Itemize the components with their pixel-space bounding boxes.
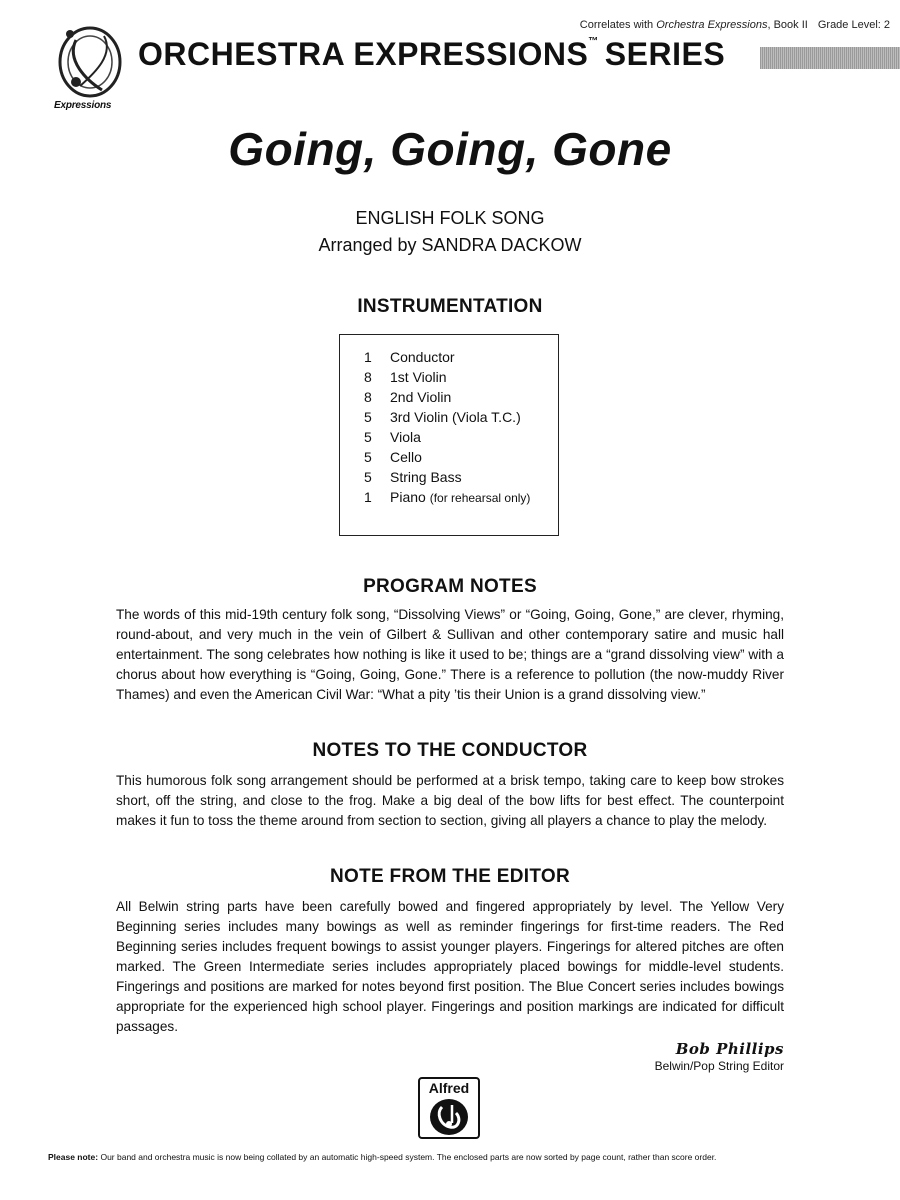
- orchestra-expressions-logo: [46, 20, 128, 112]
- correlates-info: [580, 19, 890, 31]
- piano-rehearsal-note: (for rehearsal only): [429, 491, 531, 505]
- editor-notes-heading: NOTE FROM THE EDITOR: [330, 866, 570, 887]
- alfred-emblem-icon: [430, 1099, 468, 1135]
- correlates-book-suffix: , Book II: [767, 19, 808, 31]
- instrument-qty: 5: [364, 409, 372, 425]
- instrument-name: 2nd Violin: [390, 389, 452, 405]
- series-word: SERIES: [604, 36, 726, 72]
- logo-wordmark: Expressions: [54, 100, 112, 111]
- instrument-qty: 5: [364, 429, 372, 445]
- piece-arranger: Arranged by SANDRA DACKOW: [318, 235, 582, 255]
- series-decor-bar: [760, 47, 900, 69]
- trademark-symbol: ™: [588, 36, 599, 47]
- conductor-notes-heading: NOTES TO THE CONDUCTOR: [312, 740, 588, 761]
- instrument-name: 1st Violin: [390, 369, 447, 385]
- instrument-qty: 5: [364, 469, 372, 485]
- conductor-notes-text: This humorous folk song arrangement should be performed at a brisk tempo, taking care to keep bow strokes short, off the string, and close to the frog. Make a big deal of the bow lifts for best effect. The counterpoint makes it fun to toss the theme around from section to section, giving all players a chance to play the melody.: [116, 773, 784, 828]
- instrument-qty: 8: [364, 369, 372, 385]
- series-title: [138, 36, 725, 73]
- editor-signature: Bob Phillips: [675, 1040, 784, 1058]
- note-label: Please note:: [48, 1152, 99, 1162]
- instrument-row: [364, 387, 550, 407]
- instrument-name: Viola: [390, 429, 421, 445]
- correlates-book-title: Orchestra Expressions: [656, 19, 768, 31]
- instrument-row: [364, 407, 550, 427]
- alfred-wordmark: Alfred: [428, 1080, 470, 1096]
- instrument-name: String Bass: [390, 469, 462, 485]
- alfred-publisher-logo: [418, 1077, 480, 1139]
- editor-role: Belwin/Pop String Editor: [654, 1059, 784, 1073]
- instrument-name: Cello: [390, 449, 422, 465]
- program-notes-text: The words of this mid-19th century folk song, “Dissolving Views” or “Going, Going, Gone,” are clever, rhyming, round-about, and very much in the vein of Gilbert & Sullivan and other contemporary satire and music hall entertainment. The song celebrates how nothing is like it used to be; things are a “grand dissolving view” with a chorus about how everything is “Going, Going, Gone.” There is a reference to pollution (the now-muddy River Thames) and even the American Civil War: “What a pity ’tis their Union is a grand dissolving view.”: [116, 607, 784, 702]
- instrument-qty: 1: [364, 489, 372, 505]
- note-text: Our band and orchestra music is now being collated by an automatic high-speed system. The enclosed parts are now sorted by page count, rather than score order.: [100, 1152, 717, 1162]
- instrument-name-piano: [390, 487, 550, 508]
- instrument-row: [364, 347, 550, 367]
- instrument-name: 3rd Violin (Viola T.C.): [390, 409, 521, 425]
- piece-title: Going, Going, Gone: [228, 123, 672, 175]
- piece-origin: ENGLISH FOLK SONG: [355, 208, 545, 228]
- instrument-row: [364, 427, 550, 447]
- instrument-row: [364, 367, 550, 387]
- instrument-name: Piano: [390, 489, 426, 505]
- instrument-qty: 1: [364, 349, 372, 365]
- collation-note: [48, 1152, 716, 1162]
- instrument-qty: 5: [364, 449, 372, 465]
- grade-level: Grade Level: 2: [817, 19, 890, 31]
- series-name: ORCHESTRA EXPRESSIONS: [138, 36, 589, 72]
- instrument-qty: 8: [364, 389, 372, 405]
- instrument-row: [364, 487, 550, 508]
- correlates-prefix: Correlates with: [579, 19, 654, 31]
- program-notes-heading: PROGRAM NOTES: [363, 576, 537, 597]
- instrumentation-heading: INSTRUMENTATION: [357, 296, 543, 317]
- page-header: [0, 0, 900, 120]
- instrumentation-list: [364, 347, 550, 508]
- instrument-name: Conductor: [390, 349, 455, 365]
- instrument-row: [364, 447, 550, 467]
- instrumentation-box: [339, 334, 559, 536]
- instrument-row: [364, 467, 550, 487]
- editor-notes-text: All Belwin string parts have been carefully bowed and fingered appropriately by level. The Yellow Very Beginning series includes many bowings as well as reminder fingerings for first-time readers. The Red Beginning series includes frequent bowings to assist younger players. Fingerings for altered pitches are often marked. The Green Intermediate series includes appropriately placed bowings for middle-level students. Fingerings and positions are marked for notes beyond first position. The Blue Concert series includes bowings appropriate for the experienced high school player. Fingerings and position markings are indicated for difficult passages.: [116, 899, 784, 1034]
